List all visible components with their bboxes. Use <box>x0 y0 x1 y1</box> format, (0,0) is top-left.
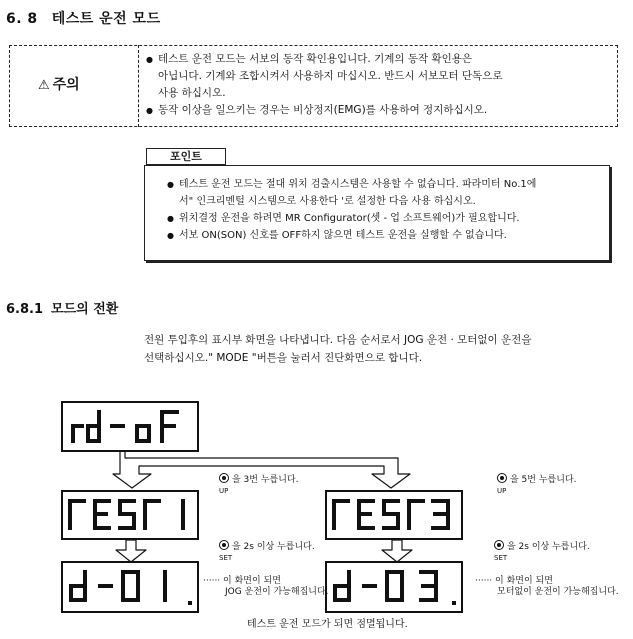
display-rd-of <box>61 401 199 452</box>
caution-item: ● 테스트 운전 모드는 서보의 동작 확인용입니다. 기계의 동작 확인용은 아닙니다. 기계와 조합시켜서 사용하지 마십시오. 반드시 서보모터 단독으로 사용 하십시오. <box>146 51 606 102</box>
note-jog: ······ 이 화면이 되면 JOG 운전이 가능해집니다. <box>203 576 329 597</box>
seg-test1 <box>63 492 197 538</box>
caution-item: ● 동작 이상을 일으키는 경우는 비상정지(EMG)를 사용하여 정지하십시오. <box>146 102 606 119</box>
subsection-number: 6.8.1 <box>6 302 44 317</box>
set-button-icon <box>494 540 504 550</box>
note-set-left: 을 2s 이상 누릅니다. SET <box>219 542 315 562</box>
up-button-icon <box>219 473 229 483</box>
point-item: ● 테스트 운전 모드는 절대 위치 검출시스템은 사용할 수 없습니다. 파라미터 No.1에 서" 인크리멘털 시스템으로 사용한다 '로 설정한 다음 사용 하십시오. <box>167 176 603 210</box>
intro-text: 전원 투입후의 표시부 화면을 나타냅니다. 다음 순서로서 JOG 운전 · 모터없이 운전을 선택하십시오." MODE "버튼을 눌러서 진단화면으로 합니다. <box>144 334 532 364</box>
seg-rd-of <box>63 403 197 450</box>
arrow-left-down <box>116 540 146 562</box>
seg-d03 <box>327 563 461 611</box>
note-up-right: 을 5번 누릅니다. UP <box>497 475 577 495</box>
note-up-left: 을 3번 누릅니다. UP <box>219 475 299 495</box>
arrow-right-down <box>382 540 412 562</box>
display-test3 <box>325 490 463 540</box>
point-item: ● 위치결정 운전을 하려면 MR Configurator(셋 - 업 소프트웨어)가 필요합니다. <box>167 210 603 227</box>
display-test1 <box>61 490 199 540</box>
caution-label: ⚠ 주의 <box>38 77 80 93</box>
seg-test3 <box>327 492 461 538</box>
up-button-icon <box>497 473 507 483</box>
set-button-icon <box>219 540 229 550</box>
point-label: 포인트 <box>146 148 226 165</box>
display-d01 <box>61 561 199 613</box>
note-set-right: 을 2s 이상 누릅니다. SET <box>494 542 590 562</box>
subsection-title: 모드의 전환 <box>51 302 119 317</box>
section-number: 6. 8 <box>6 11 38 27</box>
section-title: 테스트 운전 모드 <box>51 11 161 27</box>
warning-icon: ⚠ <box>38 78 50 93</box>
note-motorless: ······ 이 화면이 되면 모터없이 운전이 가능해집니다. <box>475 576 619 597</box>
blink-note: 테스트 운전 모드가 되면 점멸됩니다. <box>247 619 408 630</box>
seg-d01 <box>63 563 197 611</box>
point-item: ● 서보 ON(SON) 신호를 OFF하지 않으면 테스트 운전을 실행할 수 없습니다. <box>167 227 603 244</box>
display-d03 <box>325 561 463 613</box>
